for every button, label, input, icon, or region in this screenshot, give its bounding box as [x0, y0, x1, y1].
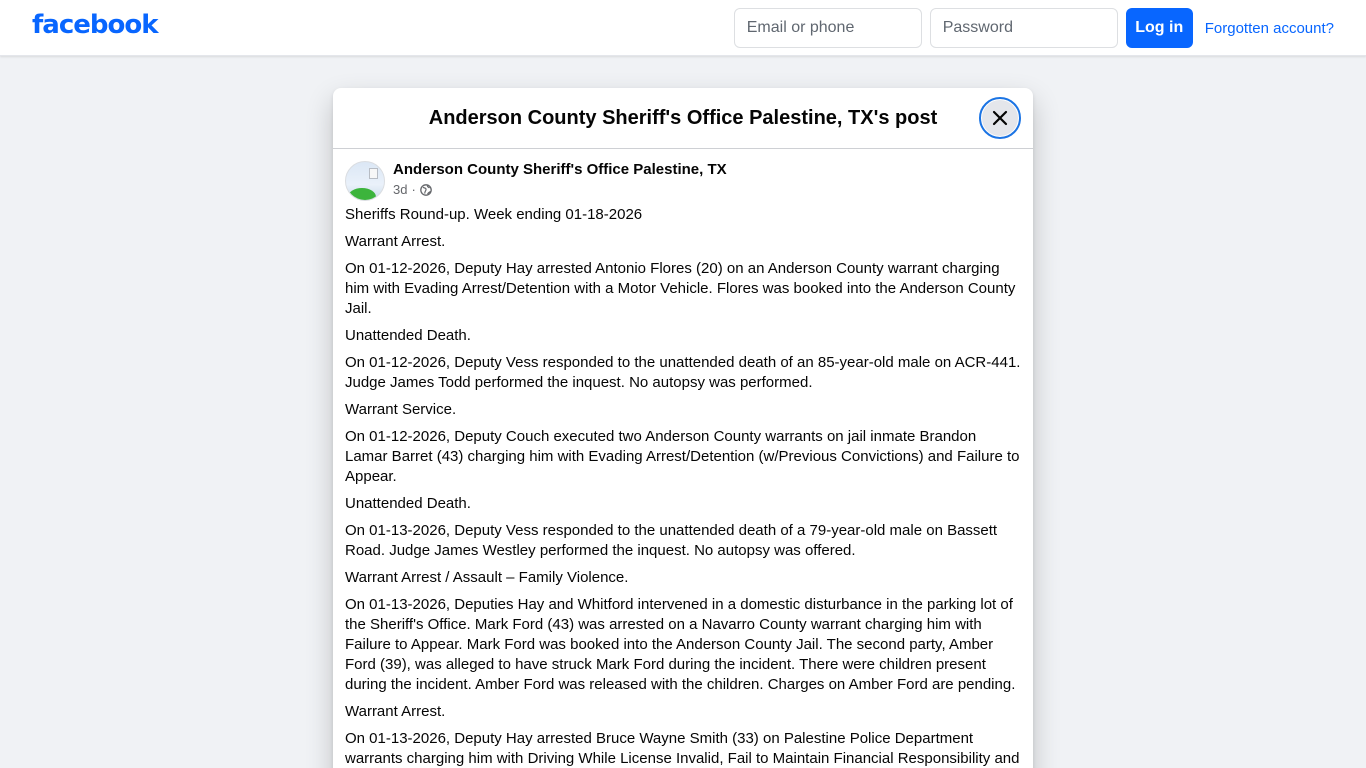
post-header: [333, 149, 1033, 201]
close-button[interactable]: [979, 97, 1021, 139]
top-bar: [0, 0, 1366, 56]
facebook-logo[interactable]: facebook: [32, 10, 158, 40]
login-button[interactable]: Log in: [1126, 8, 1193, 48]
post-paragraph: On 01-12-2026, Deputy Couch executed two Anderson County warrants on jail inmate Brandon Lamar Barret (43) charging him with Evading Arrest/Detention (w/Previous Convictions) and Failure to Appear.: [345, 428, 1020, 485]
post-paragraph: On 01-12-2026, Deputy Vess responded to the unattended death of an 85-year-old male on ACR-441. Judge James Todd performed the inquest. No autopsy was performed.: [345, 354, 1021, 391]
post-time[interactable]: 3d: [393, 182, 408, 197]
forgotten-account-link[interactable]: Forgotten account?: [1204, 19, 1334, 37]
password-field[interactable]: [930, 8, 1118, 48]
avatar[interactable]: [345, 161, 385, 201]
login-form: [734, 8, 1366, 48]
post-paragraph: Warrant Arrest / Assault – Family Violence.: [345, 569, 629, 586]
post-author[interactable]: Anderson County Sheriff's Office Palestine, TX: [393, 161, 727, 178]
post-meta: [393, 181, 727, 199]
meta-separator: ·: [411, 182, 416, 197]
post-paragraph: Unattended Death.: [345, 327, 471, 344]
globe-icon: [420, 184, 432, 196]
modal-header: [333, 88, 1033, 149]
post-paragraph: On 01-13-2026, Deputy Vess responded to the unattended death of a 79-year-old male on Bassett Road. Judge James Westley performed the inquest. No autopsy was offered.: [345, 522, 998, 559]
avatar-placeholder-shape: [348, 188, 376, 201]
post-paragraph: Unattended Death.: [345, 495, 471, 512]
post-paragraph: Warrant Arrest.: [345, 233, 446, 250]
post-paragraph: On 01-12-2026, Deputy Hay arrested Antonio Flores (20) on an Anderson County warrant charging him with Evading Arrest/Detention with a Motor Vehicle. Flores was booked into the Anderson County Jail.: [345, 260, 1016, 317]
post-paragraph: On 01-13-2026, Deputy Hay arrested Bruce Wayne Smith (33) on Palestine Police Department warrants charging him with Driving While License Invalid, Fail to Maintain Financial Responsibility and: [345, 730, 1020, 767]
post-paragraph: On 01-13-2026, Deputies Hay and Whitford intervened in a domestic disturbance in the parking lot of the Sheriff's Office. Mark Ford (43) was arrested on a Navarro County warrant charging him with Failure to Appear. Mark Ford was booked into the Anderson County Jail. The second party, Amber Ford (39), was alleged to have struck Mark Ford during the incident. There were children present during the incident. Amber Ford was released with the children. Charges on Amber Ford are pending.: [345, 596, 1016, 693]
post: [333, 149, 1033, 768]
post-paragraph: Warrant Service.: [345, 401, 457, 418]
post-body: [333, 201, 1033, 768]
close-icon: [990, 108, 1010, 128]
post-paragraph: Warrant Arrest.: [345, 703, 446, 720]
post-paragraph: Sheriffs Round-up. Week ending 01-18-2026: [345, 206, 643, 223]
email-field[interactable]: [734, 8, 922, 48]
modal-title: Anderson County Sheriff's Office Palestine, TX's post: [428, 106, 938, 129]
broken-image-icon: [369, 168, 378, 179]
post-author-block: [393, 161, 727, 199]
post-modal: [333, 88, 1033, 768]
